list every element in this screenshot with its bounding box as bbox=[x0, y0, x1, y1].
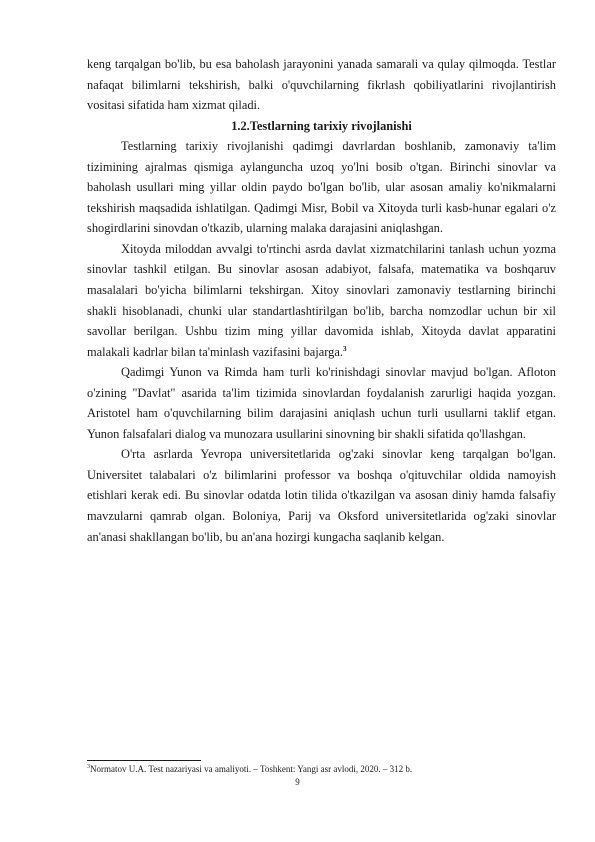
page-number: 9 bbox=[295, 777, 300, 787]
footnote bbox=[87, 763, 556, 775]
footnote-divider bbox=[87, 760, 201, 761]
paragraph-greece-rome: Qadimgi Yunon va Rimda ham turli ko'rinishdagi sinovlar mavjud bo'lgan. Afloton o'zining "Davlat" asarida ta'lim tizimida sinovlardan foydalanish zarurligi haqida yozgan. Aristotel ham o'quvchilarning bilim darajasini aniqlash uchun turli usullarni taklif etgan. Yunon falsafalari dialog va munozara usullarini sinovning bir shakli sifatida qo'llashgan. bbox=[87, 365, 556, 441]
paragraph-medieval-europe: O'rta asrlarda Yevropa universitetlarida og'zaki sinovlar keng tarqalgan bo'lgan. Universitet talabalari o'z bilimlarini professor va boshqa o'qituvchilar oldida namoyish etishlari kerak edi. Bu sinovlar odatda lotin tilida o'tkazilgan va asosan diniy hamda falsafiy mavzularni qamrab olgan. Boloniya, Parij va Oksford universitetlarida og'zaki sinovlar an'anasi shakllangan bo'lib, bu an'ana hozirgi kungacha saqlanib kelgan. bbox=[87, 447, 556, 544]
footnote-text: Normatov U.A. Test nazariyasi va amaliyoti. – Toshkent: Yangi asr avlodi, 2020. – 312 b. bbox=[90, 764, 413, 774]
paragraph-history: Testlarning tarixiy rivojlanishi qadimgi davrlardan boshlanib, zamonaviy ta'lim tizimining ajralmas qismiga aylanguncha uzoq yo'lni bosib o'tgan. Birinchi sinovlar va baholash usullari ming yillar oldin paydo bo'lgan bo'lib, ular asosan amaliy ko'nikmalarni tekshirish maqsadida ishlatilgan. Qadimgi Misr, Bobil va Xitoyda turli kasb-hunar egalari o'z shogirdlarini sinovdan o'tkazib, ularning malaka darajasini aniqlashgan. bbox=[87, 139, 556, 236]
paragraph-china-text: Xitoyda miloddan avvalgi to'rtinchi asrda davlat xizmatchilarini tanlash uchun yozma sinovlar tashkil etilgan. Bu sinovlar asosan adabiyot, falsafa, matematika va boshqaruv masalalari bo'yicha bilimlarni tekshirgan. Xitoy sinovlari zamonaviy testlarning birinchi shakli hisoblanadi, chunki ular standartlashtirilgan bo'lib, barcha nomzodlar uchun bir xil savollar berilgan. Ushbu tizim ming yillar davomida ishlab, Xitoyda davlat apparatini malakali kadrlar bilan ta'minlash vazifasini bajarga. bbox=[87, 241, 556, 359]
section-heading: 1.2.Testlarning tarixiy rivojlanishi bbox=[231, 118, 412, 133]
paragraph-intro: keng tarqalgan bo'lib, bu esa baholash jarayonini yanada samarali va qulay qilmoqda. Testlar nafaqat bilimlarni tekshirish, balki o'quvchilarning fikrlash qobiliyatlarini rivojlantirish vositasi sifatida ham xizmat qiladi. bbox=[87, 57, 556, 113]
footnote-number: 3 bbox=[87, 764, 90, 770]
paragraph-china bbox=[87, 239, 556, 362]
footnote-reference: 3 bbox=[342, 343, 347, 353]
body-text bbox=[87, 54, 556, 547]
